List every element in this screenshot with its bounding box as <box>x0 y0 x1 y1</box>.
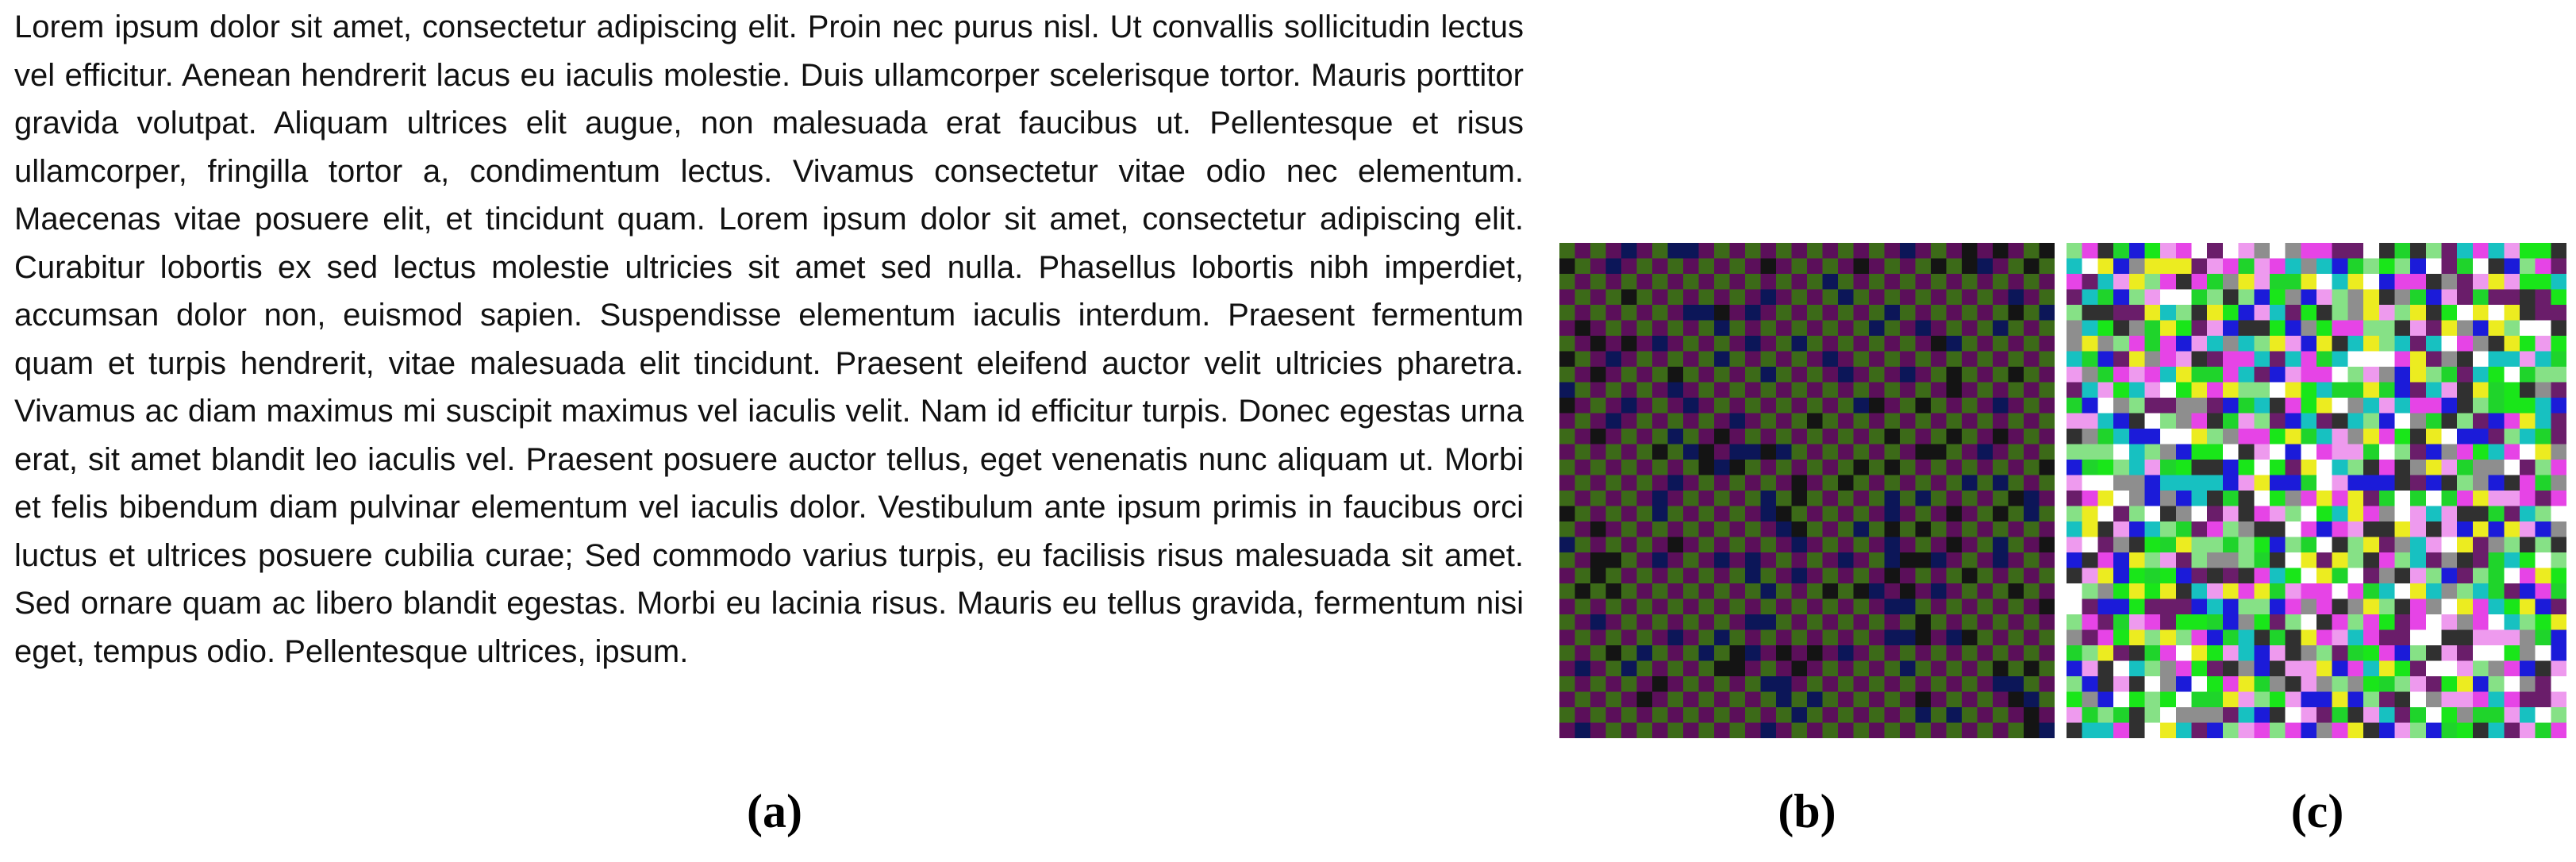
caption-a: (a) <box>747 785 802 837</box>
dark-checkerboard-pixel-grid <box>1559 243 2055 738</box>
random-color-pixel-grid <box>2067 243 2566 738</box>
caption-c: (c) <box>2290 785 2344 837</box>
lorem-ipsum-paragraph: Lorem ipsum dolor sit amet, consectetur adipiscing elit. Proin nec purus nisl. Ut convallis sollicitudin lectus vel efficitur. Aenean hendrerit lacus eu iaculis molestie. Duis ullamcorper scelerisque tortor. Mauris porttitor gravida volutpat. Aliquam ultrices elit augue, non malesuada erat faucibus ut. Pellentesque et risus ullamcorper, fringilla tortor a, condimentum lectus. Vivamus consectetur vitae odio nec elementum. Maecenas vitae posuere elit, et tincidunt quam. Lorem ipsum dolor sit amet, consectetur adipiscing elit. Curabitur lobortis ex sed lectus molestie ultricies sit amet sed nulla. Phasellus lobortis nibh imperdiet, accumsan dolor non, euismod sapien. Suspendisse elementum iaculis interdum. Praesent fermentum quam et turpis hendrerit, vitae malesuada elit tincidunt. Praesent eleifend auctor velit ultricies pharetra. Vivamus ac diam maximus mi suscipit maximus vel iaculis velit. Nam id efficitur turpis. Donec egestas urna erat, sit amet blandit leo iaculis vel. Praesent posuere auctor tellus, eget venenatis nunc aliquam ut. Morbi et felis bibendum diam pulvinar elementum vel iaculis dolor. Vestibulum ante ipsum primis in faucibus orci luctus et ultrices posuere cubilia curae; Sed commodo varius turpis, eu facilisis risus malesuada sit amet. Sed ornare quam ac libero blandit egestas. Morbi eu lacinia risus. Mauris eu tellus gravida, fermentum nisi eget, tempus odio. Pellentesque ultrices, ipsum. <box>14 10 1524 669</box>
caption-b: (b) <box>1778 785 1836 837</box>
